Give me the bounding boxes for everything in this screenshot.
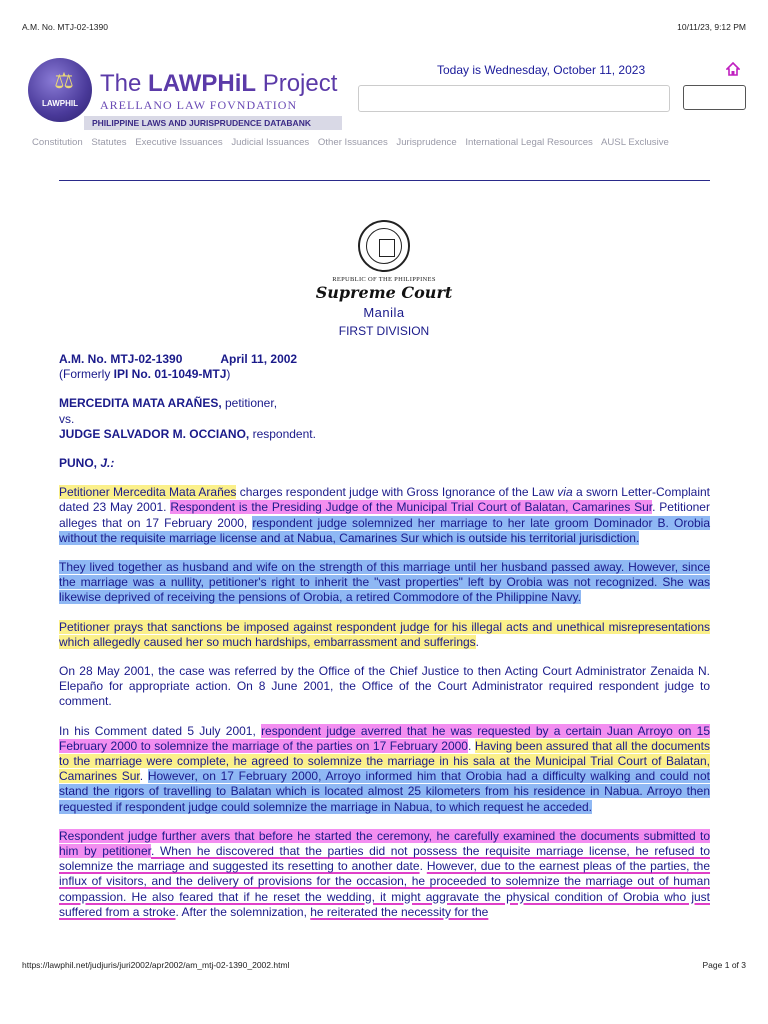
decision-body	[59, 352, 710, 934]
print-footer	[22, 960, 746, 970]
paragraph-3: Petitioner prays that sanctions be imposed against respondent judge for his illegal acts and unethical misrepresentations which allegedly caused her so much hardships, embarrassment and sufferings.	[59, 619, 710, 649]
versus-label: vs.	[59, 411, 75, 426]
nav-other-issuances[interactable]: Other Issuances	[317, 137, 388, 148]
databank-banner: PHILIPPINE LAWS AND JURISPRUDENCE DATABANK	[84, 116, 342, 130]
paragraph-6: Respondent judge further avers that before he started the ceremony, he carefully examined the documents submitted to him by petitioner. When he discovered that the parties did not possess the requisite marriage license, he refused to solemnize the marriage and suggested its resetting to another date. However, due to the earnest pleas of the parties, the influx of visitors, and the delivery of provisions for the occasion, he proceeded to solemnize the marriage out of human compassion. He also feared that if he reset the wedding, it might aggravate the physical condition of Orobia who just suffered from a stroke. After the solemnization, he reiterated the necessity for the	[59, 828, 711, 919]
petitioner-name: MERCEDITA MATA ARAÑES,	[59, 396, 222, 411]
site-title: The LAWPHiL Project	[100, 70, 338, 97]
nav-statutes[interactable]: Statutes	[91, 137, 127, 148]
case-number: A.M. No. MTJ-02-1390	[59, 352, 183, 366]
nav-ausl-exclusive[interactable]: AUSL Exclusive	[600, 137, 669, 148]
paragraph-2: They lived together as husband and wife on the strength of this marriage until her husband passed away. However, since the marriage was a nullity, petitioner's right to inherit the "vast properties" left by Orobia was not recognized. She was likewise deprived of receiving the pensions of Orobia, a retired Commodore of the Philippine Navy.	[59, 560, 710, 605]
nav-jurisprudence[interactable]: Jurisprudence	[396, 137, 457, 148]
page-url[interactable]: https://lawphil.net/judjuris/juri2002/apr2002/am_mtj-02-1390_2002.html	[22, 960, 290, 970]
today-date: Today is Wednesday, October 11, 2023	[437, 63, 646, 77]
paragraph-5: In his Comment dated 5 July 2001, respondent judge averred that he was requested by a certain Juan Arroyo on 15 February 2000 to solemnize the marriage of the parties on 17 February 2000. Having been assured that all the documents to the marriage were complete, he agreed to solemnize the marriage in his sala at the Municipal Trial Court of Balatan, Camarines Sur. However, on 17 February 2000, Arroyo informed him that Orobia had a difficulty walking and could not stand the rigors of travelling to Balatan which is located almost 25 kilometers from his residence in Nabua. Arroyo then requested if respondent judge could solemnize the marriage in Nabua, to which request he acceded.	[59, 723, 710, 814]
nav-executive-issuances[interactable]: Executive Issuances	[135, 137, 223, 148]
ponente: PUNO, J.:	[59, 456, 115, 471]
case-caption: A.M. No. MTJ-02-1390 April 11, 2002 (Formerly IPI No. 01-1049-MTJ)	[59, 352, 298, 382]
court-division: FIRST DIVISION	[338, 324, 430, 338]
paragraph-4: On 28 May 2001, the case was referred by the Office of the Chief Justice to then Acting Court Administrator Zenaida N. Elepaño for appropriate action. On 8 June 2001, the Office of the Court Administrator required respondent judge to comment.	[59, 664, 710, 709]
paragraph-1: Petitioner Mercedita Mata Arañes charges respondent judge with Gross Ignorance of the Law via a sworn Letter-Complaint dated 23 May 2001. Respondent is the Presiding Judge of the Municipal Trial Court of Balatan, Camarines Sur. Petitioner alleges that on 17 February 2000, respondent judge solemnized her marriage to her late groom Dominador B. Orobia without the requisite marriage license and at Nabua, Camarines Sur which is outside his territorial jurisdiction.	[59, 485, 711, 545]
print-header-timestamp: 10/11/23, 9:12 PM	[677, 22, 746, 32]
nav-constitution[interactable]: Constitution	[32, 137, 83, 148]
scales-of-justice-icon: ⚖	[54, 68, 74, 93]
republic-label: REPUBLIC OF THE PHILIPPINES	[332, 276, 436, 283]
case-parties: MERCEDITA MATA ARAÑES, petitioner, vs. JUDGE SALVADOR M. OCCIANO, respondent.	[59, 396, 316, 441]
print-header-title: A.M. No. MTJ-02-1390	[22, 22, 108, 32]
logo-badge-text: LAWPHIL	[42, 99, 78, 108]
page-number: Page 1 of 3	[702, 960, 746, 970]
case-date: April 11, 2002	[220, 352, 298, 366]
nav-judicial-issuances[interactable]: Judicial Issuances	[231, 137, 310, 148]
court-city: Manila	[363, 305, 405, 320]
nav-international-legal-resources[interactable]: International Legal Resources	[465, 137, 593, 148]
former-case-number: IPI No. 01-1049-MTJ	[113, 367, 227, 382]
respondent-name: JUDGE SALVADOR M. OCCIANO,	[59, 426, 250, 441]
foundation-name: ARELLANO LAW FOVNDATION	[100, 98, 298, 112]
court-name: Supreme Court	[315, 283, 453, 302]
